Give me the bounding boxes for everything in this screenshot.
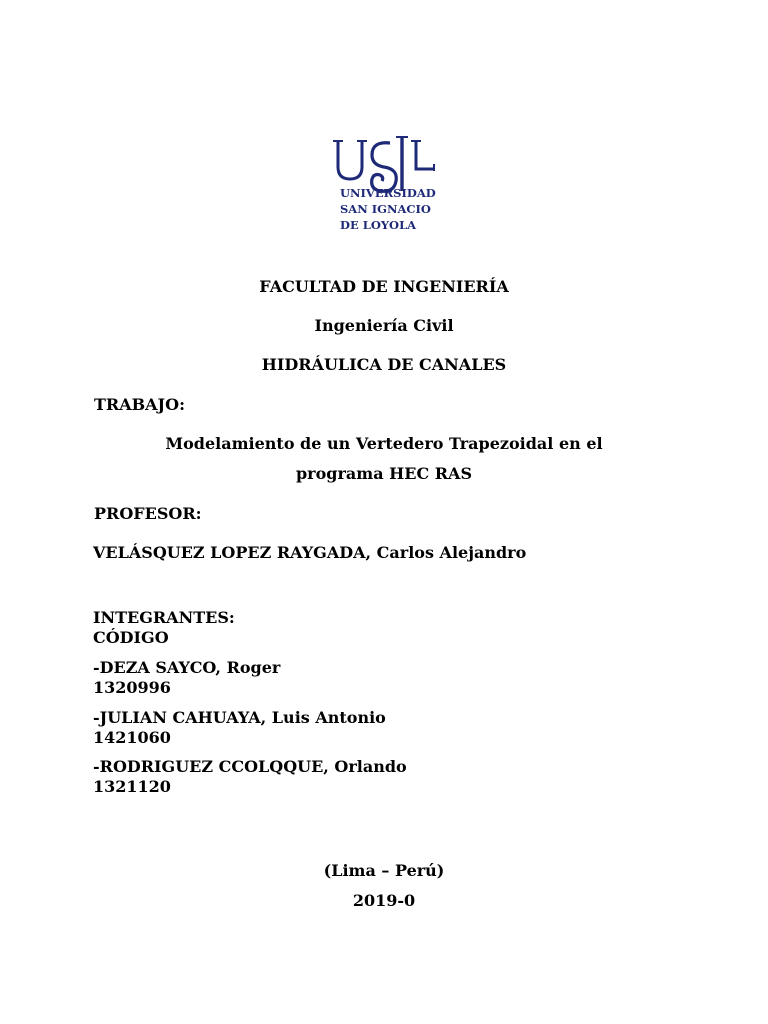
work-title-line-1: Modelamiento de un Vertedero Trapezoidal en el (165, 434, 603, 453)
career-heading: Ingeniería Civil (314, 316, 454, 335)
members-label: INTEGRANTES: (93, 608, 235, 627)
work-title-line-2: programa HEC RAS (295, 464, 473, 483)
professor-name: VELÁSQUEZ LOPEZ RAYGADA, Carlos Alejandro (93, 543, 527, 562)
logo-line-1: UNIVERSIDAD (340, 186, 436, 200)
faculty-heading: FACULTAD DE INGENIERÍA (259, 277, 509, 296)
member-code-2: 1421060 (93, 728, 171, 747)
professor-label: PROFESOR: (94, 504, 202, 523)
logo-wordmark (340, 185, 436, 233)
logo-line-3: DE LOYOLA (340, 218, 417, 232)
code-label: CÓDIGO (93, 628, 169, 647)
year-text: 2019-0 (352, 891, 416, 910)
member-name-1: -DEZA SAYCO, Roger (93, 658, 281, 677)
logo-line-2: SAN IGNACIO (340, 202, 431, 216)
place-text: (Lima – Perú) (323, 861, 445, 880)
member-code-3: 1321120 (93, 777, 171, 796)
member-name-2: -JULIAN CAHUAYA, Luis Antonio (93, 708, 386, 727)
work-label: TRABAJO: (94, 395, 185, 414)
member-name-3: -RODRIGUEZ CCOLQQUE, Orlando (93, 757, 407, 776)
member-code-1: 1320996 (93, 678, 171, 697)
course-heading: HIDRÁULICA DE CANALES (261, 355, 507, 374)
